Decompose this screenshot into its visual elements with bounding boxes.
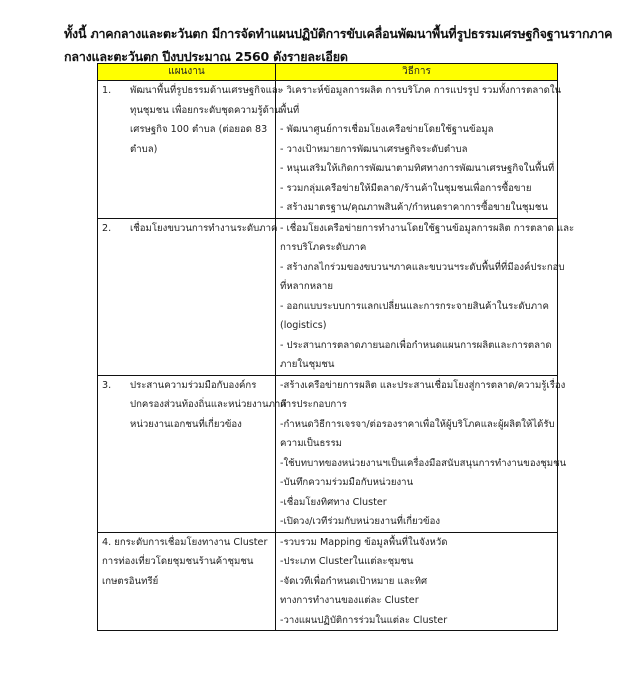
method-item: - เชื่อมโยงเครือข่ายการทำงานโดยใช้ฐานข้อมูลการผลิต การตลาด และ [280,222,575,234]
plan-line: เศรษฐกิจ 100 ตำบล (ต่อยอด 83 [130,124,268,135]
method-item: การบริโภคระดับภาค [280,242,367,253]
table-row [98,81,558,219]
method-item: -บันทึกความร่วมมือกับหน่วยงาน [280,477,414,488]
intro-paragraph [64,22,613,68]
method-item: -กำหนดวิธีการเจรจา/ต่อรองราคาเพื่อให้ผู้บริโภคและผู้ผลิตให้ได้รับ [280,418,555,430]
method-item: - ออกแบบระบบการแลกเปลี่ยนและการกระจายสินค้าในระดับภาค [280,300,549,312]
method-item: -วางแผนปฏิบัติการร่วมในแต่ละ Cluster [280,614,448,626]
methods-cell [276,532,558,631]
intro-line-1: ทั้งนี้ ภาคกลางและตะวันตก มีการจัดทำแผนปฏิบัติการขับเคลื่อนพัฒนาพื้นที่รูปธรรมเศรษฐกิจฐานรากภาค [64,26,613,41]
plan-line: หน่วยงานเอกชนที่เกี่ยวข้อง [130,418,242,430]
plan-line: การท่องเที่ยวโดยชุมชนร้านค้าชุมชน [102,556,254,567]
plan-text: ยกระดับการเชื่อมโยงทางาน Cluster [114,536,268,548]
method-item: -จัดเวทีเพื่อกำหนดเป้าหมาย และทิศ [280,575,428,587]
plan-text: เชื่อมโยงขบวนการทำงานระดับภาค [130,222,278,234]
plan-table [97,63,575,631]
method-item: ที่หลากหลาย [280,281,333,292]
method-item: - ประสานการตลาดภายนอกเพื่อกำหนดแผนการผลิตและการตลาด [280,339,552,351]
method-item: - สร้างมาตรฐาน/คุณภาพสินค้า/กำหนดราคาการซื้อขายในชุมชน [280,202,548,213]
methods-cell [276,81,562,219]
method-item: -รวบรวม Mapping ข้อมูลพื้นที่ในจังหวัด [280,536,448,548]
method-item: (logistics) [280,320,327,331]
method-item: ภายในชุมชน [280,359,335,370]
plan-cell [98,81,283,219]
plan-cell [98,218,276,375]
method-item: การประกอบการ [280,399,347,410]
plan-line [102,81,283,101]
table-row [98,532,558,631]
methods-cell [276,218,575,375]
plan-text: พัฒนาพื้นที่รูปธรรมด้านเศรษฐกิจและ [130,85,283,96]
method-item: ทางการทำงานของแต่ละ Cluster [280,595,419,606]
table-header-row [98,64,558,81]
table-row [98,375,558,532]
plan-line: ปกครองส่วนท้องถิ่นและหน่วยงานภาคี [130,399,287,410]
plan-line [102,376,271,396]
plan-line: ตำบล) [130,143,158,155]
method-item: -ประเภท Clusterในแต่ละชุมชน [280,556,414,567]
header-methods: วิธีการ [276,64,558,81]
method-item: - รวมกลุ่มเครือข่ายให้มีตลาด/ร้านค้าในชุมชนเพื่อการซื้อขาย [280,182,532,194]
method-item: -เชื่อมโยงทิศทาง Cluster [280,496,387,508]
method-item: - หนุนเสริมให้เกิดการพัฒนาตามทิศทางการพัฒนาเศรษฐกิจในพื้นที่ [280,163,555,174]
method-item: - พัฒนาศูนย์การเชื่อมโยงเครือข่ายโดยใช้ฐานข้อมูล [280,124,494,135]
table-row [98,218,558,375]
method-item: - วิเคราะห์ข้อมูลการผลิต การบริโภค การแปรรูป รวมทั้งการตลาดใน [280,85,562,96]
method-item: ความเป็นธรรม [280,438,342,449]
plan-line: เกษตรอินทรีย์ [102,575,159,587]
plan-line [102,219,278,239]
plan-line: ทุนชุมชน เพื่อยกระดับชุดความรู้ด้าน [130,104,281,116]
method-item: -ใช้บทบาทของหน่วยงานฯเป็นเครื่องมือสนับสนุนการทำงานของชุมชน [280,457,567,469]
method-item: -เปิดวง/เวทีร่วมกับหน่วยงานที่เกี่ยวข้อง [280,516,441,527]
plan-number: 3. [102,379,112,391]
plan-number: 2. [102,222,112,234]
plan-cell [98,375,287,532]
plan-line [102,533,271,553]
method-item: - วางเป้าหมายการพัฒนาเศรษฐกิจระดับตำบล [280,143,468,155]
plan-cell [98,532,276,631]
plan-text: ประสานความร่วมมือกับองค์กร [130,379,257,391]
plan-number: 4. [102,536,112,548]
plan-number: 1. [102,85,112,96]
method-item: พื้นที่ [280,104,300,116]
intro-line-2: กลางและตะวันตก ปีงบประมาณ 2560 ดังรายละเอียด [64,49,348,64]
method-item: -สร้างเครือข่ายการผลิต และประสานเชื่อมโยงสู่การตลาด/ความรู้เรื่อง [280,379,566,391]
methods-cell [276,375,567,532]
header-plan: แผนงาน [98,64,276,81]
method-item: - สร้างกลไกร่วมของขบวนฯภาคและขบวนฯระดับพื้นที่ที่มีองค์ประกอบ [280,261,565,273]
